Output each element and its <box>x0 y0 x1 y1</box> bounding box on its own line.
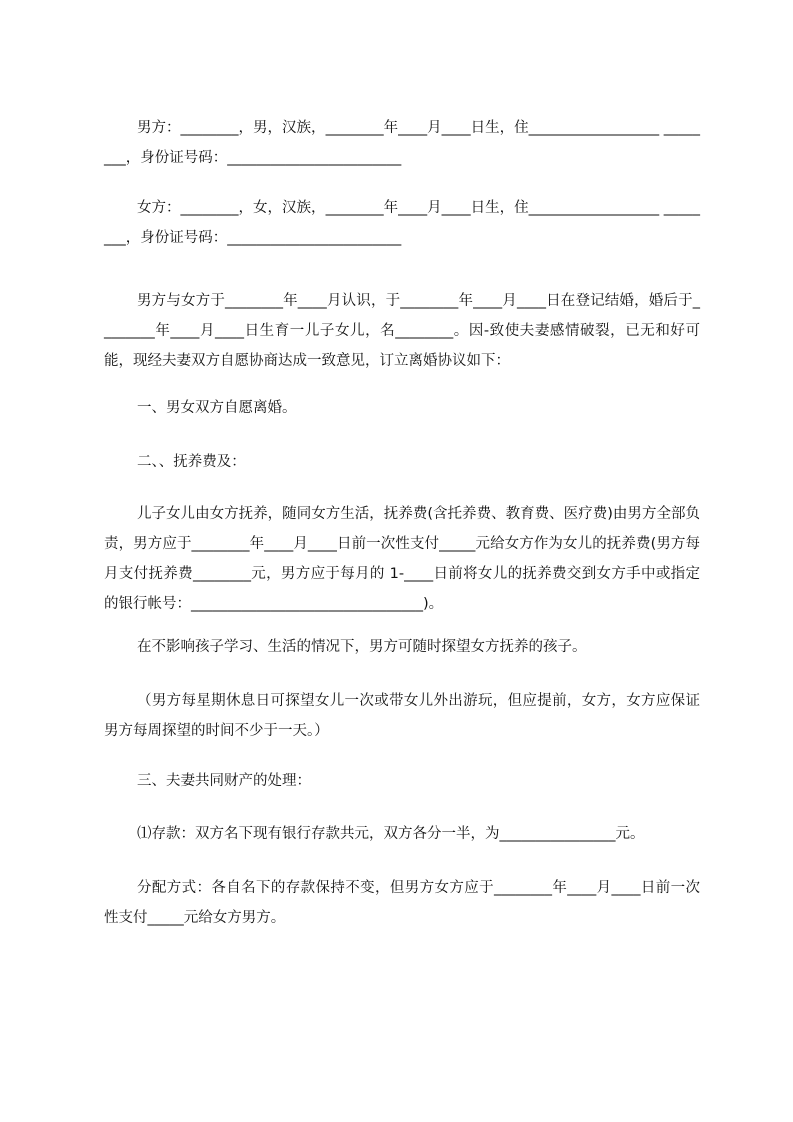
paragraph-child-custody: 儿子女儿由女方抚养，随同女方生活，抚养费(含托养费、教育费、医疗费)由男方全部负责，男方应于________年____月____日前一次性支付_____元给女方作为女儿的抚养费(男方每月支付抚养费________元，男方应于每月的 1-____日前将女儿的抚养费交到女方手中或指定的银行帐号：________________________________)。 <box>104 506 700 612</box>
paragraph-wife-info: 女方：________，女，汉族，________年____月____日生，住__________________ ________，身份证号码：________________________ <box>104 200 700 246</box>
paragraph-visitation: 在不影响孩子学习、生活的情况下，男方可随时探望女方抚养的孩子。 <box>137 639 587 655</box>
paragraph-distribution: 分配方式：各自名下的存款保持不变，但男方女方应于________年____月____日前一次性支付_____元给女方男方。 <box>104 880 700 926</box>
paragraph-clause-three-heading: 三、夫妻共同财产的处理： <box>137 773 311 789</box>
paragraph-visitation-detail: （男方每星期休息日可探望女儿一次或带女儿外出游玩，但应提前，女方，女方应保证男方每周探望的时间不少于一天。） <box>104 693 700 739</box>
paragraph-savings: ⑴存款：双方名下现有银行存款共元，双方各分一半，为________________元。 <box>137 826 645 842</box>
paragraph-husband-info: 男方：________，男，汉族，________年____月____日生，住__________________ ________，身份证号码：________________________ <box>104 120 700 166</box>
paragraph-clause-two-heading: 二、、抚养费及： <box>137 454 246 470</box>
paragraph-clause-one: 一、男女双方自愿离婚。 <box>137 400 297 416</box>
paragraph-marriage-background: 男方与女方于________年____月认识，于________年____月____日在登记结婚，婚后于________年____月____日生育一儿子女儿，名________。因-致使夫妻感情破裂，已无和好可能，现经夫妻双方自愿协商达成一致意见，订立离婚协议如下： <box>104 293 700 369</box>
